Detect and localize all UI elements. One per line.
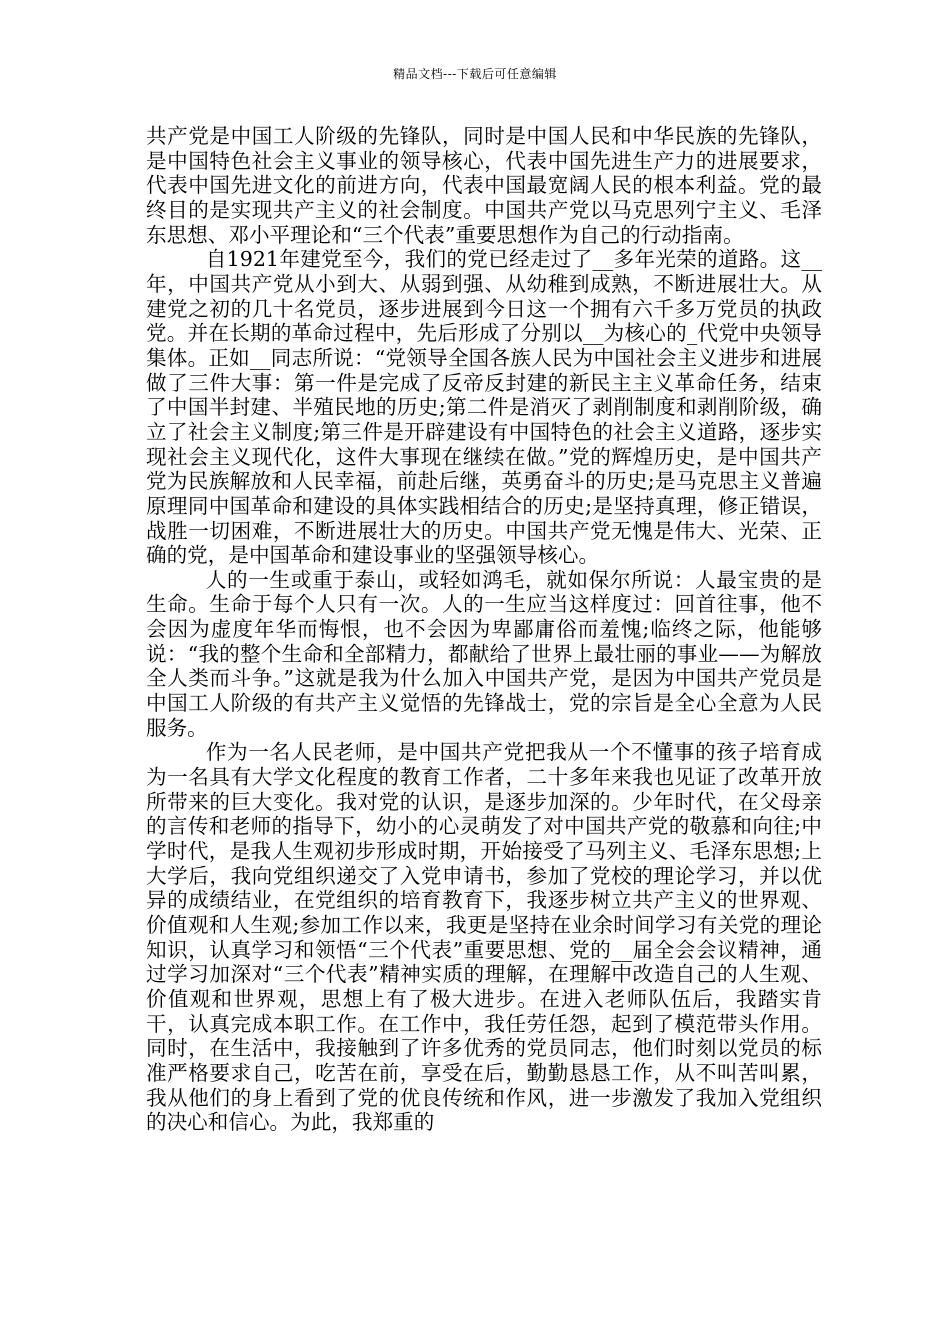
page-header: 精品文档---下载后可任意编辑 — [393, 67, 557, 81]
paragraph-3: 人的一生或重于泰山，或轻如鸿毛，就如保尔所说：人最宝贵的是生命。生命于每个人只有一次。人的一生应当这样度过：回首往事，他不会因为虚度年华而悔恨，也不会因为卑鄙庸俗而羞愧;临终之际，他能够说：“我的整个生命和全部精力，都献给了世界上最壮丽的事业——为解放全人类而斗争。”这就是我为什么加入中国共产党，是因为中国共产党员是中国工人阶级的有共产主义觉悟的先锋战士，党的宗旨是全心全意为人民服务。 — [146, 567, 822, 740]
paragraph-1: 共产党是中国工人阶级的先锋队，同时是中国人民和中华民族的先锋队，是中国特色社会主义事业的领导核心，代表中国先进生产力的进展要求，代表中国先进文化的前进方向，代表中国最宽阔人民的根本利益。党的最终目的是实现共产主义的社会制度。中国共产党以马克思列宁主义、毛泽东思想、邓小平理论和“三个代表”重要思想作为自己的行动指南。 — [146, 124, 822, 247]
paragraph-4: 作为一名人民老师，是中国共产党把我从一个不懂事的孩子培育成为一名具有大学文化程度的教育工作者，二十多年来我也见证了改革开放所带来的巨大变化。我对党的认识，是逐步加深的。少年时代，在父母亲的言传和老师的指导下，幼小的心灵萌发了对中国共产党的敬慕和向往;中学时代，是我人生观初步形成时期，开始接受了马列主义、毛泽东思想;上大学后，我向党组织递交了入党申请书，参加了党校的理论学习，并以优异的成绩结业，在党组织的培育教育下，我逐步树立共产主义的世界观、价值观和人生观;参加工作以来，我更是坚持在业余时间学习有关党的理论知识，认真学习和领悟“三个代表”重要思想、党的__届全会会议精神，通过学习加深对“三个代表”精神实质的理解，在理解中改造自己的人生观、价值观和世界观，思想上有了极大进步。在进入老师队伍后，我踏实肯干，认真完成本职工作。在工作中，我任劳任怨，起到了模范带头作用。同时，在生活中，我接触到了许多优秀的党员同志，他们时刻以党员的标准严格要求自己，吃苦在前，享受在后，勤勤恳恳工作，从不叫苦叫累，我从他们的身上看到了党的优良传统和作风，进一步激发了我加入党组织的决心和信心。为此，我郑重的 — [146, 740, 822, 1135]
paragraph-2: 自1921年建党至今，我们的党已经走过了__多年光荣的道路。这__年，中国共产党从小到大、从弱到强、从幼稚到成熟，不断进展壮大。从建党之初的几十名党员，逐步进展到今日这一个拥有六千多万党员的执政党。并在长期的革命过程中，先后形成了分别以__为核心的_代党中央领导集体。正如__同志所说：“党领导全国各族人民为中国社会主义进步和进展做了三件大事：第一件是完成了反帝反封建的新民主主义革命任务，结束了中国半封建、半殖民地的历史;第二件是消灭了剥削制度和剥削阶级，确立了社会主义制度;第三件是开辟建设有中国特色的社会主义道路，逐步实现社会主义现代化，这件大事现在继续在做。”党的辉煌历史，是中国共产党为民族解放和人民幸福，前赴后继，英勇奋斗的历史;是马克思主义普遍原理同中国革命和建设的具体实践相结合的历史;是坚持真理，修正错误，战胜一切困难，不断进展壮大的历史。中国共产党无愧是伟大、光荣、正确的党，是中国革命和建设事业的坚强领导核心。 — [146, 247, 822, 568]
document-body — [146, 124, 822, 1135]
